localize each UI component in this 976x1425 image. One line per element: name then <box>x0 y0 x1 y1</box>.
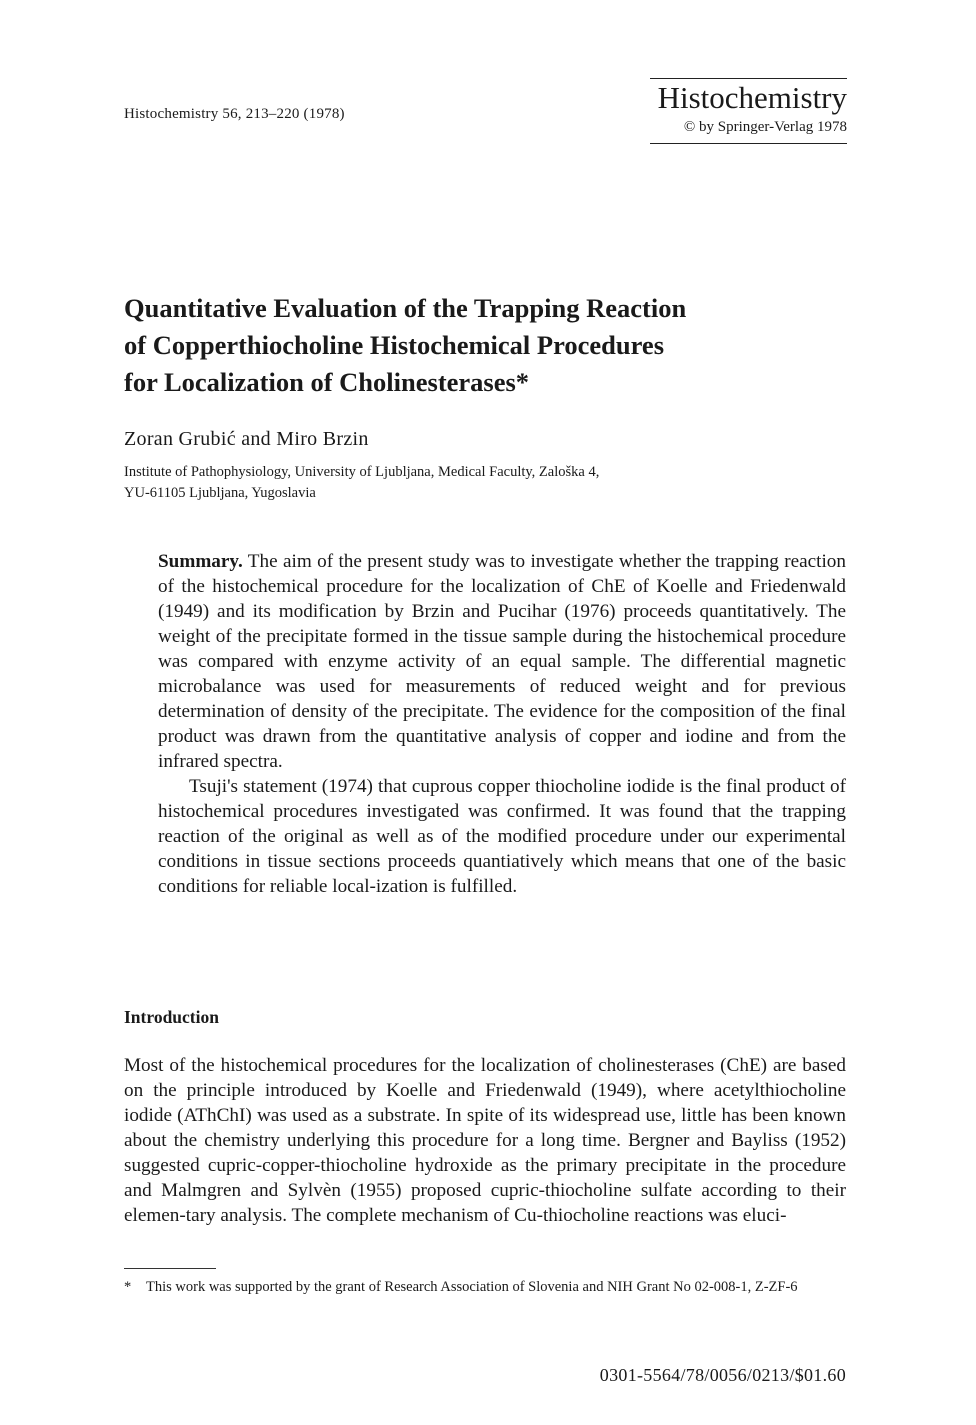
article-code: 0301-5564/78/0056/0213/$01.60 <box>599 1365 846 1385</box>
footnote-divider <box>124 1268 216 1269</box>
journal-masthead <box>650 78 847 144</box>
summary-text: The aim of the present study was to investigate whether the trapping reaction of the histochemical procedure for the localization of ChE of Koelle and Friedenwald (1949) and its modification by Brzin and Pucihar (1976) proceeds quantitatively. The weight of the precipitate formed in the tissue sample during the histochemical procedure was compared with enzyme activity of an equal sample. The differential magnetic microbalance was used for measurements of reduced weight and for previous determination of density of the precipitate. The evidence for the composition of the final product was drawn from the quantitative analysis of copper and iodine and from the infrared spectra. <box>158 551 846 772</box>
footnote-text: This work was supported by the grant of Research Association of Slovenia and NIH Grant No 02-008-1, Z-ZF-6 <box>146 1279 798 1295</box>
journal-citation: Histochemistry 56, 213–220 (1978) <box>124 106 345 122</box>
title-line: for Localization of Cholinesterases* <box>124 367 530 397</box>
section-heading: Introduction <box>124 1007 219 1027</box>
title-line: of Copperthiocholine Histochemical Procedures <box>124 330 665 360</box>
body-paragraph: Most of the histochemical procedures for the localization of cholinesterases (ChE) are based on the principle introduced by Koelle and Friedenwald (1949), where acetylthiocholine iodide (AThChI) was used as a substrate. In spite of its widespread use, little has been known about the chemistry underlying this procedure for a long time. Bergner and Bayliss (1952) suggested cupric-copper-thiocholine hydroxide as the primary precipitate in the procedure and Malmgren and Sylvèn (1955) proposed cupric-thiocholine sulfate according to their elemen-tary analysis. The complete mechanism of Cu-thiocholine reactions was eluci- <box>124 1055 846 1226</box>
copyright-notice: © by Springer-Verlag 1978 <box>683 119 847 135</box>
summary-paragraph <box>158 549 846 774</box>
footnote <box>124 1277 846 1297</box>
summary <box>158 549 846 899</box>
affiliation-line: Institute of Pathophysiology, University of Ljubljana, Medical Faculty, Zaloška 4, <box>124 464 600 480</box>
article-title <box>124 290 844 401</box>
journal-title: Histochemistry <box>657 80 847 115</box>
summary-paragraph: Tsuji's statement (1974) that cuprous copper thiocholine iodide is the final product of histochemical procedures investigated was confirmed. It was found that the trapping reaction of the original as well as of the modified procedure under our experimental conditions in tissue sections proceeds quantiatively which means that one of the basic conditions for reliable local-ization is fulfilled. <box>158 776 846 897</box>
footnote-marker: * <box>124 1279 132 1295</box>
affiliation-line: YU-61105 Ljubljana, Yugoslavia <box>124 485 316 501</box>
title-line: Quantitative Evaluation of the Trapping Reaction <box>124 293 687 323</box>
authors: Zoran Grubić and Miro Brzin <box>124 428 369 450</box>
affiliation <box>124 462 599 504</box>
summary-label: Summary. <box>158 551 243 572</box>
